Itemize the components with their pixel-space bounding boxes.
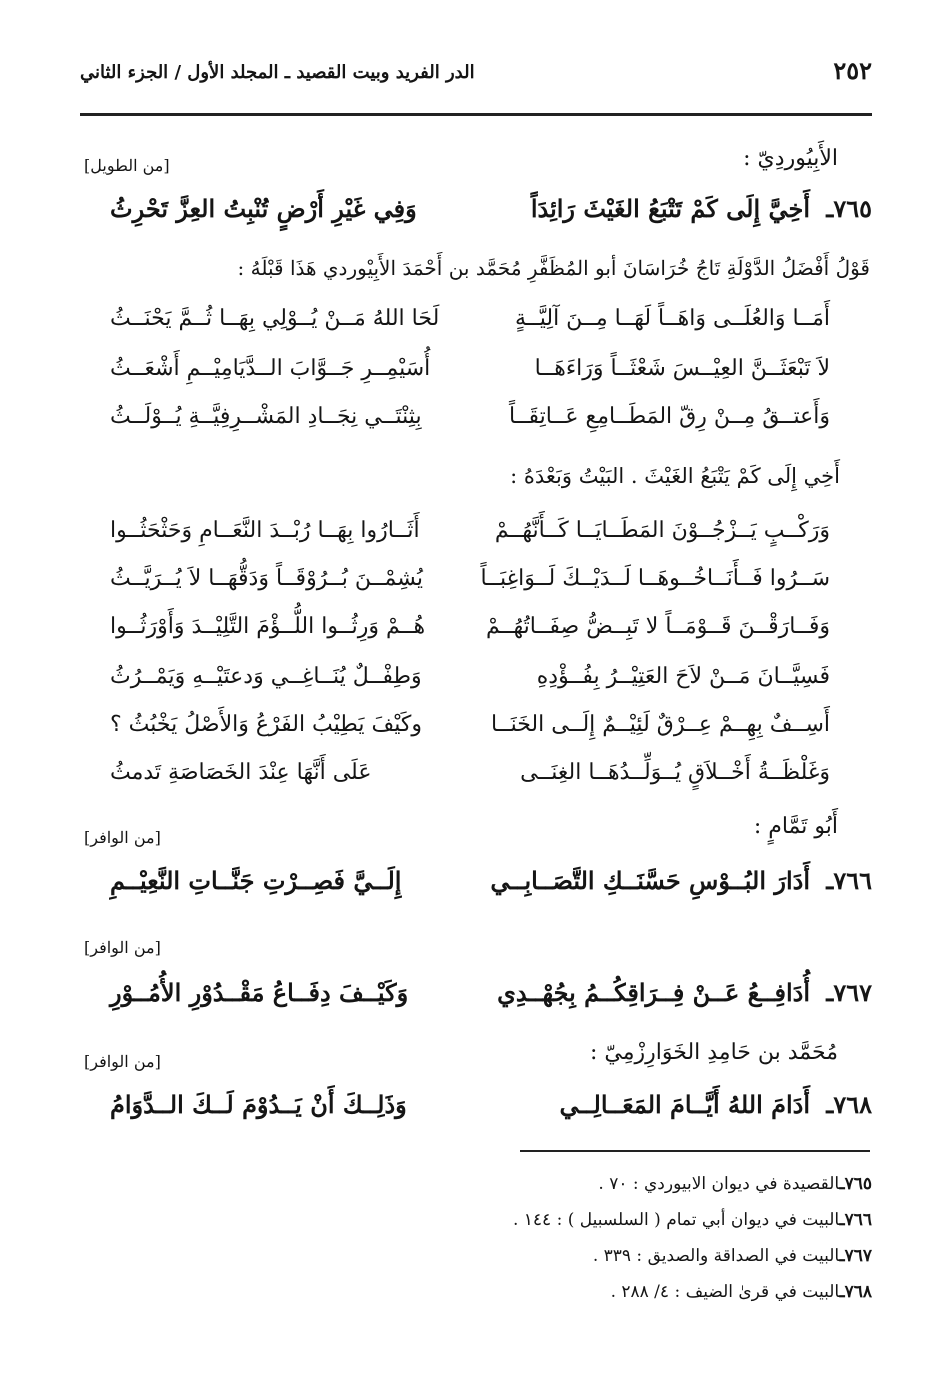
context-verse (110, 664, 830, 704)
page-header (80, 52, 872, 100)
context-verse (110, 712, 830, 752)
context-second-hemistich: عَلَى أَنَّهَا عِنْدَ الخَصَاصَةِ تَدمثُ (110, 760, 372, 785)
verse-765 (110, 194, 872, 238)
verse-767 (110, 978, 872, 1022)
footnote-text: البيت في قرىٰ الضيف : ٤/ ٢٨٨ . (610, 1282, 840, 1302)
verse-number: ٧٦٦ـ (826, 866, 872, 895)
footnote-number: ٧٦٨ـ (839, 1282, 872, 1302)
context-verse (110, 760, 830, 800)
context-first-hemistich: فَسِيَّــانَ مَــنْ لاَحَ العَتِيْــرُ بِفُــؤْدِهِ (536, 664, 830, 689)
context-first-hemistich: أَسِــفٌ بِهِــمْ عِــرْقٌ لَئِيْــمٌ إِلَــى الخَنَــا (490, 712, 830, 737)
verse-first-hemistich: أَدَامَ اللهُ أَيَّــامَ المَعَــالِــي (559, 1090, 810, 1119)
context-verse (110, 566, 830, 606)
context-first-hemistich: سَــرُوا فَــأَنَــاخُــوهَــا لَــدَيْــكَ لَــوَاغِبَــاً (480, 566, 830, 591)
meter-label: [من الوافر] (84, 938, 161, 957)
footnote-text: البيت في الصداقة والصديق : ٣٣٩ . (592, 1246, 840, 1266)
context-second-hemistich: لَحَا اللهُ مَــنْ يُــوْلِي بِهَــا ثُــمَّ يَحْنَــثُ (110, 306, 440, 331)
footnote-number: ٧٦٥ـ (839, 1174, 872, 1194)
context-verse (110, 356, 830, 396)
footnote-text: البيت في ديوان أبي تمام ( السلسبيل ) : ١٤٤ . (512, 1210, 840, 1230)
verse-second-hemistich: وَفِي غَيْرِ أَرْضٍ تُنْبِتُ العِزَّ تَحْرِثُ (110, 194, 417, 223)
poet-name: مُحَمَّد بن حَامِدِ الخَوَارِزْمِيّ : (589, 1040, 838, 1065)
footnote (611, 1282, 872, 1302)
verse-second-hemistich: وَذَلِــكَ أَنْ يَــدُوْمَ لَــكَ الــدَّوَامُ (110, 1090, 407, 1119)
context-second-hemistich: وكَيْفَ يَطِيْبُ الفَرْعُ وَالأَصْلُ يَخْبُثُ ؟ (110, 712, 422, 737)
footnote (593, 1246, 872, 1266)
context-verse (110, 306, 830, 346)
context-second-hemistich: أَثَــارُوا بِهَــا رُبْــدَ النَّعَــامِ وَحَثْحَثُــوا (110, 518, 420, 543)
verse-second-hemistich: وَكَيْــفَ دِفَــاعُ مَقْــدُوْرِ الأُمُــوْرِ (110, 978, 409, 1007)
footnote (598, 1174, 872, 1194)
meter-label: [من الوافر] (84, 1052, 161, 1071)
context-first-hemistich: أَمَــا وَالعُلَــى وَاهَــاً لَهَــا مِــنَ آلِيَّــةٍ (515, 306, 830, 331)
footnote (513, 1210, 872, 1230)
verse-number: ٧٦٨ـ (826, 1090, 872, 1119)
context-second-hemistich: هُــمْ وَرِثُــوا اللُّــؤْمَ التَّلِيْــدَ وَأَوْرَثُــوا (110, 614, 426, 639)
transition-text: أَخِي إِلَى كَمْ يَتْبَعُ الغَيْثَ . البَيْتُ وَبَعْدَهُ : (510, 464, 840, 488)
page-number: ٢٥٢ (833, 56, 872, 85)
context-verse (110, 404, 830, 444)
verse-number: ٧٦٧ـ (826, 978, 872, 1007)
context-second-hemistich: بِثِنْتَــي نِجَــادِ المَشْــرِفِيَّــةِ يُــوْلَــثُ (110, 404, 422, 429)
footnote-number: ٧٦٦ـ (839, 1210, 872, 1230)
header-rule (80, 113, 872, 116)
context-second-hemistich: يُشِمْــنَ بُــرُوْقَــاً وَدَقُّهَــا لاَ يُــرَيَّــثُ (110, 566, 423, 591)
poet-name: أَبُو تَمَّامٍ : (753, 814, 838, 839)
verse-766 (110, 866, 872, 910)
context-verse (110, 614, 830, 654)
intro-text: قَوْلُ أَفْضَلُ الدَّوْلَةِ تَاجُ خُرَاسَانَ أبو المُظَفَّرِ مُحَمَّد بن أَحْمَدَ الأَبِيْوردي هَذَا قَبْلَهُ : (237, 256, 870, 280)
meter-label: [من الطويل] (84, 156, 170, 175)
verse-first-hemistich: أُدَافِــعُ عَــنْ فِــرَاقِكُــمُ بِجُهْــدِي (497, 978, 810, 1007)
context-first-hemistich: وَغَلْظَــةُ أَخْــلاَقٍ يُــوَلِّــدُهَــا الغِنَــى (520, 760, 830, 785)
context-second-hemistich: أُسَيْمِــرِ جَــوَّابَ الــدَّيَامِيْــمِ أَشْعَــثُ (110, 356, 431, 381)
context-first-hemistich: وَأَعتــقُ مِــنْ رِقّ المَطَــامِعِ عَــاتِقَــاً (508, 404, 830, 429)
context-verse (110, 518, 830, 558)
context-first-hemistich: وَرَكْــبٍ يَــزْجُــوْنَ المَطَــايَــا كَــأَنَّهُــمْ (494, 518, 830, 543)
running-title: الدر الفريد وبيت القصيد ـ المجلد الأول / الجزء الثاني (80, 62, 475, 83)
verse-768 (110, 1090, 872, 1134)
verse-number: ٧٦٥ـ (826, 194, 872, 223)
verse-first-hemistich: أَخِيَّ إِلَى كَمْ تَتْبَعُ الغَيْثَ رَائِدَاً (530, 194, 810, 223)
context-first-hemistich: وَفَــارَقْــنَ قَــوْمَــاً لا تَبِــضُّ صِفَــاتُهُــمْ (486, 614, 830, 639)
footnote-number: ٧٦٧ـ (839, 1246, 872, 1266)
footnote-text: القصيدة في ديوان الابيوردي : ٧٠ . (598, 1174, 840, 1194)
poet-name: الأَبِيُوردِيّ : (743, 146, 838, 171)
verse-second-hemistich: إِلَــيَّ فَصِــرْتِ جَنَّــاتِ النَّعِيْــمِ (110, 866, 402, 895)
context-first-hemistich: لاَ تَبْعَثَــنَّ العِيْــسَ شَعْثَــاً وَرَاءَهَــا (534, 356, 830, 381)
context-second-hemistich: وَطِفْــلٌ يُنَــاغِــي وَدعتَيْــهِ وَيَمْــرُثُ (110, 664, 422, 689)
meter-label: [من الوافر] (84, 828, 161, 847)
verse-first-hemistich: أَدَارَ البُــوْسِ حَسَّنَــكِ التَّصَــابِــي (490, 866, 810, 895)
footnote-rule (520, 1150, 870, 1152)
